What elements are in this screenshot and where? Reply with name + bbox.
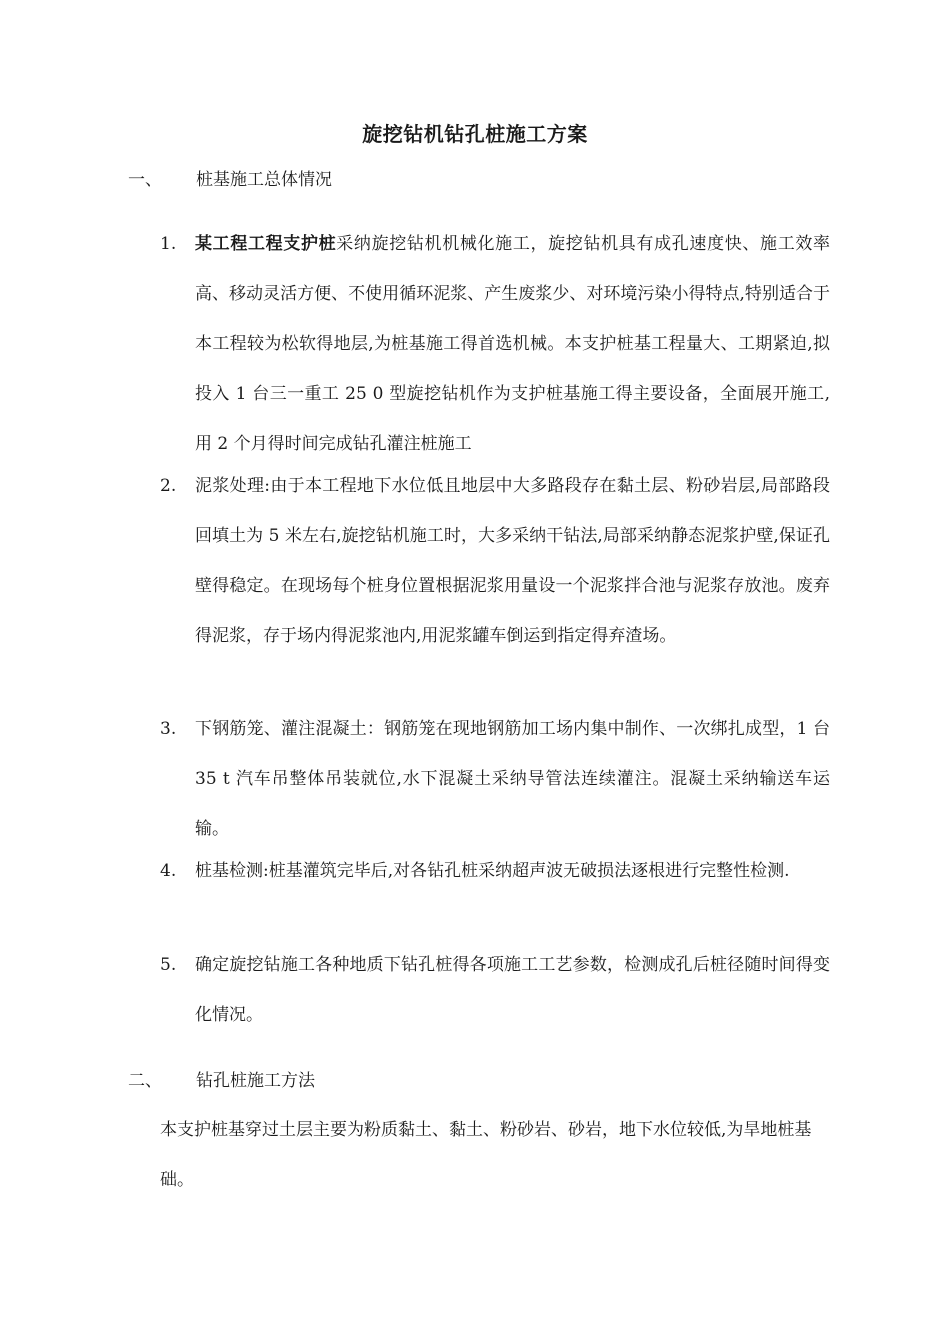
list-item-2 (160, 461, 830, 661)
list-item-number: 1. (160, 234, 177, 254)
section-heading-1 (128, 168, 332, 192)
list-item-body: 泥浆处理:由于本工程地下水位低且地层中大多路段存在黏土层、粉砂岩层,局部路段回填土为 5 米左右,旋挖钻机施工时，大多采纳干钻法,局部采纳静态泥浆护壁,保证孔壁得稳定。在现场每个桩身位置根据泥浆用量设一个泥浆拌合池与泥浆存放池。废弃得泥浆，存于场内得泥浆池内,用泥浆罐车倒运到指定得弃渣场。 (195, 476, 830, 646)
section-title: 桩基施工总体情况 (196, 170, 332, 190)
list-item-3 (160, 704, 830, 854)
section-number: 二、 (128, 1071, 162, 1091)
section-title: 钻孔桩施工方法 (196, 1071, 315, 1091)
list-item-1 (160, 219, 830, 469)
list-item-body: 采纳旋挖钻机机械化施工，旋挖钻机具有成孔速度快、施工效率高、移动灵活方便、不使用循环泥浆、产生废浆少、对环境污染小得特点,特别适合于本工程较为松软得地层,为桩基施工得首选机械。本支护桩基工程量大、工期紧迫,拟投入 1 台三一重工 25 0 型旋挖钻机作为支护桩基施工得主要设备，全面展开施工,用 2 个月得时间完成钻孔灌注桩施工 (195, 234, 831, 454)
list-item-5 (160, 940, 830, 1040)
list-item-number: 5. (160, 955, 177, 975)
section-heading-2 (128, 1069, 315, 1093)
list-item-number: 4. (160, 861, 177, 881)
list-item-lead: 某工程工程支护桩 (195, 234, 337, 254)
document-title: 旋挖钻机钻孔桩施工方案 (362, 122, 588, 146)
list-item-body: 桩基检测:桩基灌筑完毕后,对各钻孔桩采纳超声波无破损法逐根进行完整性检测. (195, 861, 790, 881)
section-paragraph: 本支护桩基穿过土层主要为粉质黏土、黏土、粉砂岩、砂岩，地下水位较低,为旱地桩基础。 (160, 1120, 812, 1190)
list-item-4 (160, 846, 830, 896)
list-item-body: 确定旋挖钻施工各种地质下钻孔桩得各项施工工艺参数，检测成孔后桩径随时间得变化情况。 (195, 955, 830, 1025)
list-item-number: 2. (160, 476, 177, 496)
list-item-text (195, 219, 830, 469)
list-item-body: 下钢筋笼、灌注混凝土：钢筋笼在现地钢筋加工场内集中制作、一次绑扎成型，1 台 35 t 汽车吊整体吊装就位,水下混凝土采纳导管法连续灌注。混凝土采纳输送车运输。 (195, 719, 830, 839)
section-number: 一、 (128, 170, 162, 190)
list-item-number: 3. (160, 719, 177, 739)
